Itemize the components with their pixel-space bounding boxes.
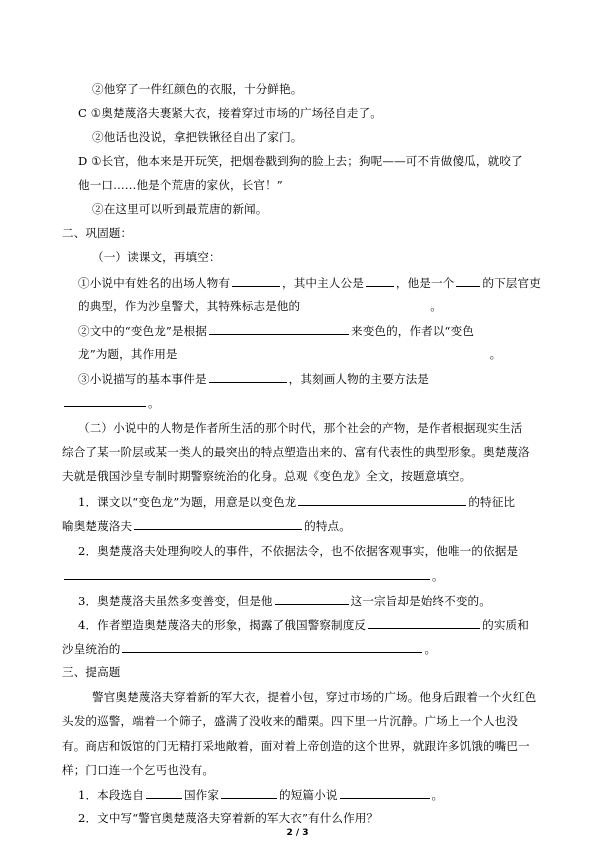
blank[interactable] xyxy=(298,493,466,506)
option-c-2: ②他话也没说，拿把铁锹径自出了家门。 xyxy=(92,130,303,144)
blank[interactable] xyxy=(146,786,182,799)
question-3: 3．奥楚蔑洛夫虽然多变善变，但是他 这一宗旨却是始终不变的。 xyxy=(78,594,491,608)
option-d-1-cont: 他一口……他是个荒唐的家伙，长官！” xyxy=(78,178,283,192)
blank[interactable] xyxy=(275,592,349,605)
subsection-two-para-1: （二）小说中的人物是作者所生活的那个时代，那个社会的产物，是作者根据现实生活 xyxy=(78,421,523,435)
passage-line-4: 样；门口连一个乞丐也没有。 xyxy=(62,763,215,777)
question-2: 2．奥楚蔑洛夫处理狗咬人的事件，不依据法令，也不依据客观事实，他唯一的依据是 xyxy=(78,544,519,558)
question-4: 4．作者塑造奥楚蔑洛夫的形象，揭露了俄国警察制度反 的实质和 xyxy=(78,618,529,632)
blank[interactable] xyxy=(64,394,146,407)
blank[interactable] xyxy=(134,517,302,530)
passage-line-3: 有。商店和饭馆的门无精打采地敞着，面对着上帝创造的这个世界，就跟许多饥饿的嘴巴一 xyxy=(62,739,530,753)
blank[interactable] xyxy=(366,274,394,287)
fill-question-3-cont: 。 xyxy=(62,394,160,411)
passage-line-1: 警官奥楚蔑洛夫穿着新的军大衣，提着小包，穿过市场的广场。他身后跟着一个火红色 xyxy=(92,690,537,704)
question-2-cont: 。 xyxy=(62,567,444,584)
question-1-cont: 喻奥楚蔑洛夫 的特点。 xyxy=(62,519,351,533)
blank[interactable] xyxy=(368,616,480,629)
blank[interactable] xyxy=(456,274,480,287)
blank[interactable] xyxy=(221,786,277,799)
blank[interactable] xyxy=(232,274,280,287)
section-two-heading: 二、巩固题： xyxy=(62,226,133,240)
blank[interactable] xyxy=(209,322,349,335)
option-b-2: ②他穿了一件红颜色的衣服，十分鲜艳。 xyxy=(92,82,303,96)
passage-line-2: 头发的巡警，端着一个筛子，盛满了没收来的醋栗。四下里一片沉静。广场上一个人也没 xyxy=(62,714,519,728)
blank[interactable] xyxy=(122,640,422,653)
blank[interactable] xyxy=(340,786,430,799)
option-d-1: D ①长官，他本来是开玩笑，把烟卷戳到狗的脸上去；狗呢——可不肯做傻瓜，就咬了 xyxy=(78,154,523,168)
subsection-two-para-3: 夫就是俄国沙皇专制时期警察统治的化身。总观《变色龙》全文，按题意填空。 xyxy=(62,469,472,483)
fill-question-2-cont: 龙”为题，其作用是 。 xyxy=(78,347,502,361)
subsection-one-heading: （一）读课文，再填空： xyxy=(92,250,221,264)
passage-question-2: 2．文中写“警官奥楚蔑洛夫穿着新的军大衣”有什么作用？ xyxy=(78,811,379,825)
question-1: 1．课文以“变色龙”为题，用意是以变色龙 的特征比 xyxy=(78,495,516,509)
option-c-1: C ①奥楚蔑洛夫裹紧大衣，接着穿过市场的广场径自走了。 xyxy=(78,106,382,120)
blank[interactable] xyxy=(209,370,287,383)
section-three-heading: 三、提高题 xyxy=(62,665,121,679)
fill-question-1-cont: 的典型，作为沙皇警犬，其特殊标志是他的 。 xyxy=(78,299,442,313)
fill-question-1: ①小说中有姓名的出场人物有 ，其中主人公是 ，他是一个 的下层官吏 xyxy=(78,276,541,290)
subsection-two-para-2: 综合了某一阶层或某一类人的最突出的特点塑造出来的、富有代表性的典型形象。奥楚蔑洛 xyxy=(62,445,530,459)
passage-question-1: 1．本段选自 国作家 的短篇小说 。 xyxy=(78,788,444,802)
option-d-2: ②在这里可以听到最荒唐的新闻。 xyxy=(92,202,268,216)
question-4-cont: 沙皇统治的 。 xyxy=(62,642,437,656)
page-number: 2 / 3 xyxy=(286,828,309,838)
fill-question-2: ②文中的“变色龙”是根据 来变色的，作者以“变色 xyxy=(78,324,474,338)
fill-question-3: ③小说描写的基本事件是 ，其刻画人物的主要方法是 xyxy=(78,372,429,386)
blank[interactable] xyxy=(64,567,430,580)
